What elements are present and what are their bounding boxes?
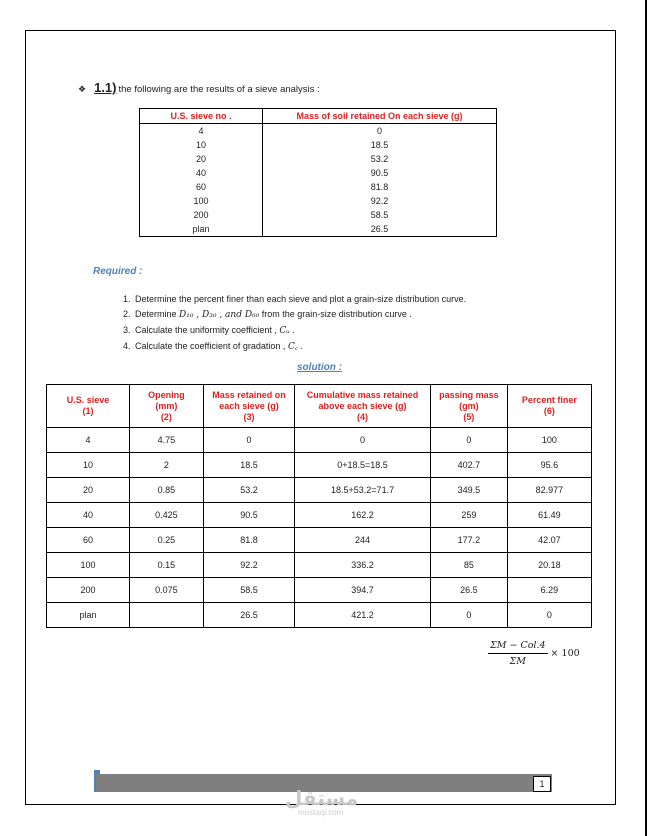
sieve-row: [140, 166, 497, 180]
required-task-item: [133, 292, 466, 307]
results-cell: 100: [47, 553, 130, 578]
results-cell: 0: [430, 428, 507, 453]
results-cell: 162.2: [295, 503, 431, 528]
results-cell: 0: [203, 428, 295, 453]
results-cell: plan: [47, 603, 130, 628]
header-line: (mm): [155, 400, 178, 411]
header-line: U.S. sieve: [66, 395, 110, 405]
task-text-end: .: [297, 341, 303, 351]
results-cell: 61.49: [507, 503, 591, 528]
sieve-row: [140, 152, 497, 166]
results-cell: 0.15: [130, 553, 204, 578]
results-cell: 200: [47, 578, 130, 603]
header-line: (6): [543, 406, 555, 416]
header-line: (1): [82, 406, 94, 416]
results-cell: 26.5: [430, 578, 507, 603]
task-text: Calculate the coefficient of gradation ,: [135, 341, 288, 351]
results-cell: 26.5: [203, 603, 295, 628]
required-heading: Required :: [93, 266, 143, 277]
task-text: Determine: [135, 309, 180, 319]
results-cell: [130, 603, 204, 628]
results-table: [46, 384, 592, 628]
mass-retained-cell: 90.5: [263, 166, 497, 180]
sieve-no-cell: 60: [140, 180, 263, 194]
header-line: Percent finer: [521, 395, 577, 405]
task-text-end: .: [289, 325, 295, 335]
sieve-row: [140, 222, 497, 237]
sieve-no-cell: 4: [140, 124, 263, 139]
sieve-row: [140, 180, 497, 194]
sieve-header-no: U.S. sieve no .: [140, 109, 263, 124]
results-cell: 85: [430, 553, 507, 578]
sieve-row: [140, 208, 497, 222]
mass-retained-cell: 18.5: [263, 138, 497, 152]
percent-finer-formula: [488, 640, 580, 667]
header-line: (gm): [459, 400, 479, 411]
results-header-cell: [130, 385, 204, 428]
results-row: [47, 453, 592, 478]
mass-retained-cell: 53.2: [263, 152, 497, 166]
results-cell: 18.5+53.2=71.7: [295, 478, 431, 503]
formula-denominator: ΣM: [509, 656, 526, 667]
results-cell: 58.5: [203, 578, 295, 603]
watermark-logo: مستقل: [285, 788, 359, 810]
sieve-row: [140, 124, 497, 139]
results-cell: 0.425: [130, 503, 204, 528]
required-task-list: [113, 292, 466, 355]
required-task-item: [133, 323, 466, 339]
results-row: [47, 578, 592, 603]
results-cell: 82.977: [507, 478, 591, 503]
sieve-no-cell: 20: [140, 152, 263, 166]
header-line: (4): [357, 411, 369, 422]
sieve-no-cell: 10: [140, 138, 263, 152]
results-cell: 402.7: [430, 453, 507, 478]
task-text: Determine the percent finer than each sieve and plot a grain-size distribution curve.: [135, 294, 467, 304]
results-header-cell: [203, 385, 295, 428]
intro-line: [78, 80, 320, 95]
formula-fraction: [488, 640, 548, 667]
mass-retained-cell: 81.8: [263, 180, 497, 194]
results-cell: 0.25: [130, 528, 204, 553]
results-cell: 244: [295, 528, 431, 553]
results-header-cell: [295, 385, 431, 428]
required-task-item: [133, 307, 466, 323]
header-line: (5): [463, 411, 475, 422]
mass-retained-cell: 0: [263, 124, 497, 139]
results-cell: 6.29: [507, 578, 591, 603]
results-header-cell: [47, 385, 130, 428]
results-cell: 92.2: [203, 553, 295, 578]
results-cell: 421.2: [295, 603, 431, 628]
results-cell: 81.8: [203, 528, 295, 553]
mass-retained-cell: 58.5: [263, 208, 497, 222]
sieve-header-mass: Mass of soil retained On each sieve (g): [263, 109, 497, 124]
formula-multiplier: × 100: [550, 648, 580, 659]
results-cell: 394.7: [295, 578, 431, 603]
header-line: each sieve (g): [219, 400, 279, 411]
results-cell: 18.5: [203, 453, 295, 478]
mass-retained-cell: 26.5: [263, 222, 497, 237]
watermark-url: mostaql.com: [298, 808, 344, 817]
results-row: [47, 553, 592, 578]
results-cell: 53.2: [203, 478, 295, 503]
results-cell: 42.07: [507, 528, 591, 553]
task-math-symbol: D₁₀ , D₃₀ , and D₆₀: [179, 310, 260, 320]
results-cell: 100: [507, 428, 591, 453]
results-cell: 4.75: [130, 428, 204, 453]
results-cell: 2: [130, 453, 204, 478]
results-cell: 0+18.5=18.5: [295, 453, 431, 478]
header-line: Opening: [148, 389, 185, 400]
page-number: 1: [533, 776, 551, 792]
task-text-end: from the grain-size distribution curve .: [259, 309, 412, 319]
results-row: [47, 603, 592, 628]
sieve-no-cell: 40: [140, 166, 263, 180]
sieve-analysis-table: [139, 108, 497, 237]
task-math-symbol: Cᵤ: [279, 326, 290, 336]
sieve-row: [140, 138, 497, 152]
header-line: (3): [243, 411, 255, 422]
results-cell: 0: [430, 603, 507, 628]
sieve-no-cell: 200: [140, 208, 263, 222]
sieve-no-cell: 100: [140, 194, 263, 208]
results-cell: 10: [47, 453, 130, 478]
results-cell: 95.6: [507, 453, 591, 478]
header-line: Mass retained on: [212, 389, 286, 400]
header-line: Cumulative mass retained: [306, 389, 419, 400]
sieve-no-cell: plan: [140, 222, 263, 237]
intro-text: the following are the results of a sieve analysis :: [118, 84, 320, 95]
results-cell: 349.5: [430, 478, 507, 503]
results-cell: 20.18: [507, 553, 591, 578]
header-line: passing mass: [439, 389, 499, 400]
results-cell: 4: [47, 428, 130, 453]
task-math-symbol: C꜀: [287, 342, 298, 352]
results-cell: 177.2: [430, 528, 507, 553]
results-cell: 40: [47, 503, 130, 528]
header-line: (2): [160, 411, 172, 422]
required-task-item: [133, 339, 466, 355]
results-header-cell: [430, 385, 507, 428]
header-line: above each sieve (g): [318, 400, 407, 411]
results-cell: 60: [47, 528, 130, 553]
results-cell: 259: [430, 503, 507, 528]
results-cell: 90.5: [203, 503, 295, 528]
results-row: [47, 503, 592, 528]
solution-heading: solution :: [297, 362, 342, 373]
results-cell: 0: [295, 428, 431, 453]
results-cell: 0.85: [130, 478, 204, 503]
diamond-bullet-icon: ❖: [78, 84, 87, 94]
results-cell: 20: [47, 478, 130, 503]
formula-numerator: ΣM − Col.4: [488, 640, 548, 654]
results-cell: 0.075: [130, 578, 204, 603]
results-header-cell: [507, 385, 591, 428]
sieve-row: [140, 194, 497, 208]
problem-number: 1.1): [94, 80, 117, 95]
results-cell: 0: [507, 603, 591, 628]
results-row: [47, 528, 592, 553]
results-row: [47, 478, 592, 503]
task-text: Calculate the uniformity coefficient ,: [135, 325, 280, 335]
results-cell: 336.2: [295, 553, 431, 578]
results-row: [47, 428, 592, 453]
mass-retained-cell: 92.2: [263, 194, 497, 208]
